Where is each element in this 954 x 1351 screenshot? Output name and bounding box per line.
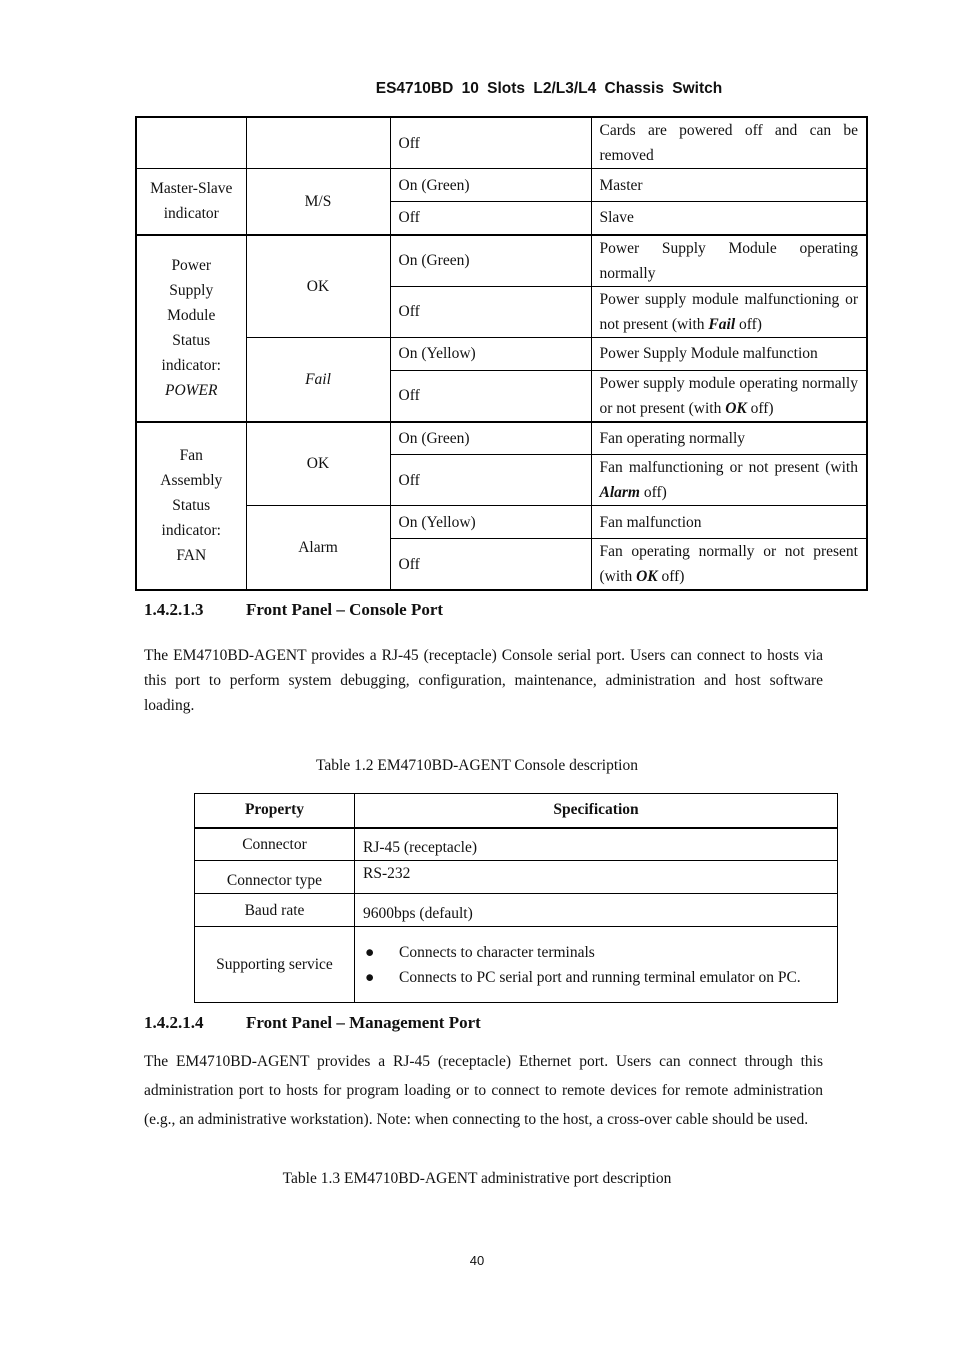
table-row bbox=[136, 422, 867, 455]
desc-text: off) bbox=[746, 399, 774, 417]
state-cell: On (Green) bbox=[390, 169, 591, 202]
list-item bbox=[363, 965, 829, 990]
state-cell: On (Yellow) bbox=[390, 337, 591, 370]
name-line: indicator: bbox=[161, 522, 221, 540]
description-cell: Fan malfunction bbox=[591, 506, 867, 539]
column-header: Property bbox=[195, 794, 355, 828]
table-cell bbox=[246, 117, 390, 169]
description-cell: Slave bbox=[591, 202, 867, 235]
property-cell: Baud rate bbox=[195, 894, 355, 927]
name-line: POWER bbox=[164, 382, 218, 399]
name-line: Module bbox=[167, 307, 216, 324]
desc-text: Power supply module operating normally or not present (with bbox=[599, 374, 858, 417]
section-number: 1.4.2.1.3 bbox=[144, 600, 204, 619]
desc-emphasis: OK bbox=[636, 568, 658, 585]
indicator-label-cell: M/S bbox=[246, 169, 390, 235]
property-cell: Connector type bbox=[195, 861, 355, 894]
bullet-icon: ● bbox=[365, 968, 375, 986]
desc-text: off) bbox=[657, 568, 685, 585]
description-cell bbox=[591, 370, 867, 422]
list-item-text: Connects to PC serial port and running terminal emulator on PC. bbox=[399, 968, 801, 986]
description-cell bbox=[591, 286, 867, 337]
spec-cell: 9600bps (default) bbox=[355, 894, 838, 927]
name-line: FAN bbox=[176, 547, 207, 565]
indicator-label-cell: OK bbox=[246, 235, 390, 338]
indicator-label-cell: Fail bbox=[246, 337, 390, 422]
state-cell: On (Yellow) bbox=[390, 506, 591, 539]
table-caption: Table 1.2 EM4710BD-AGENT Console description bbox=[316, 757, 638, 774]
desc-text: off) bbox=[735, 315, 762, 333]
table-row bbox=[195, 861, 838, 894]
table-row bbox=[136, 337, 867, 370]
indicator-name-cell bbox=[136, 422, 246, 591]
desc-emphasis: Alarm bbox=[599, 484, 640, 501]
spec-cell: RS-232 bbox=[355, 861, 838, 894]
name-line: Status bbox=[172, 497, 211, 515]
indicator-label-cell: Alarm bbox=[246, 506, 390, 591]
indicator-name-cell bbox=[136, 235, 246, 422]
description-cell: Power Supply Module malfunction bbox=[591, 337, 867, 370]
name-line: Status bbox=[172, 332, 211, 349]
table-row bbox=[136, 169, 867, 202]
table-row bbox=[136, 117, 867, 169]
description-cell: Master bbox=[591, 169, 867, 202]
console-description-table bbox=[194, 793, 838, 1003]
name-line: Power bbox=[171, 257, 212, 274]
indicator-name-cell: Master-Slave indicator bbox=[136, 169, 246, 235]
table-caption: Table 1.3 EM4710BD-AGENT administrative port description bbox=[282, 1170, 672, 1187]
property-cell: Connector bbox=[195, 828, 355, 861]
state-cell: Off bbox=[390, 202, 591, 235]
state-cell: Off bbox=[390, 539, 591, 591]
bullet-icon: ● bbox=[365, 943, 375, 961]
desc-emphasis: Fail bbox=[708, 315, 736, 333]
page-number: 40 bbox=[469, 1253, 485, 1268]
page-header: ES4710BD 10 Slots L2/L3/L4 Chassis Switch bbox=[375, 80, 723, 97]
desc-text: off) bbox=[639, 484, 667, 501]
state-cell: Off bbox=[390, 117, 591, 169]
description-cell: Cards are powered off and can be removed bbox=[591, 117, 867, 169]
spec-cell bbox=[355, 927, 838, 1003]
description-cell bbox=[591, 539, 867, 591]
table-row bbox=[195, 828, 838, 861]
section-heading-management-port bbox=[144, 1013, 481, 1033]
desc-text: Power supply module malfunctioning or not present (with bbox=[599, 290, 858, 333]
section-title: Front Panel – Management Port bbox=[246, 1013, 481, 1032]
description-cell bbox=[591, 455, 867, 506]
table-row bbox=[195, 927, 838, 1003]
spec-cell: RJ-45 (receptacle) bbox=[355, 828, 838, 861]
section-number: 1.4.2.1.4 bbox=[144, 1013, 204, 1032]
description-cell: Power Supply Module operating normally bbox=[591, 235, 867, 287]
table-row bbox=[195, 894, 838, 927]
table-row bbox=[136, 506, 867, 539]
desc-text: Fan operating normally or not present (with bbox=[599, 543, 858, 585]
state-cell: On (Green) bbox=[390, 235, 591, 287]
table-header-row bbox=[195, 794, 838, 828]
state-cell: On (Green) bbox=[390, 422, 591, 455]
column-header: Specification bbox=[355, 794, 838, 828]
section-paragraph: The EM4710BD-AGENT provides a RJ-45 (receptacle) Console serial port. Users can connect to hosts via this port to perform system debugging, configuration, maintenance, administration and host software loading. bbox=[144, 647, 823, 714]
desc-emphasis: OK bbox=[725, 399, 747, 417]
list-item-text: Connects to character terminals bbox=[399, 943, 595, 961]
state-cell: Off bbox=[390, 370, 591, 422]
name-line: Supply bbox=[169, 282, 214, 299]
state-cell: Off bbox=[390, 286, 591, 337]
section-title: Front Panel – Console Port bbox=[246, 600, 444, 619]
list-item bbox=[363, 940, 829, 965]
property-cell: Supporting service bbox=[195, 927, 355, 1003]
name-line: Assembly bbox=[160, 472, 223, 490]
desc-text: Fan malfunctioning or not present (with bbox=[599, 459, 858, 476]
indicator-label-cell: OK bbox=[246, 422, 390, 506]
description-cell: Fan operating normally bbox=[591, 422, 867, 455]
section-paragraph: The EM4710BD-AGENT provides a RJ-45 (receptacle) Ethernet port. Users can connect through this administration port to hosts for program loading or to connect to remote devices for remote administration (e.g., an administrative workstation). Note: when connecting to the host, a cross-over cable should be used. bbox=[144, 1053, 823, 1128]
section-heading-console-port bbox=[144, 600, 443, 620]
name-line: indicator: bbox=[161, 357, 221, 374]
table-row bbox=[136, 235, 867, 287]
led-indicator-table bbox=[135, 116, 868, 591]
name-line: Fan bbox=[179, 447, 203, 465]
table-cell bbox=[136, 117, 246, 169]
state-cell: Off bbox=[390, 455, 591, 506]
